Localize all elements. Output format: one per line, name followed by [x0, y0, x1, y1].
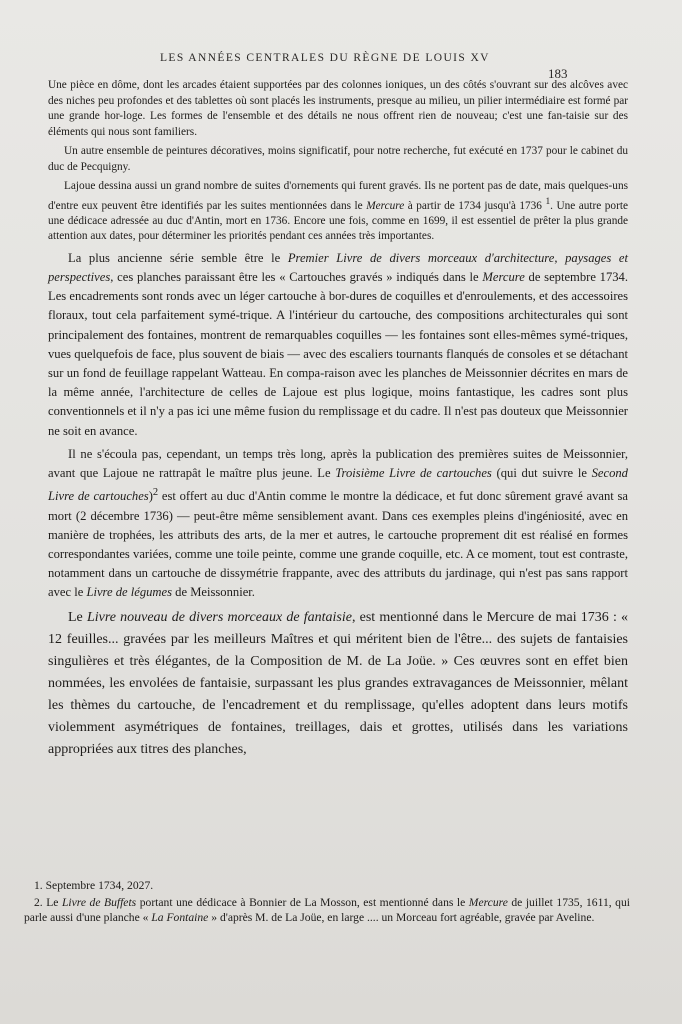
paragraph-5-text: de Meissonnier. [172, 585, 255, 600]
footnote-2-text: portant une dédicace à Bonnier de La Mosson, est mentionné dans le [136, 895, 469, 909]
italic-title: La Fontaine [151, 911, 209, 924]
italic-title: Livre de légumes [86, 585, 173, 600]
italic-title: Troisième Livre de cartouches [335, 466, 492, 480]
italic-title: Second Livre de cartouches [48, 466, 628, 504]
italic-title: Mercure [366, 199, 405, 212]
italic-title: Mercure [482, 269, 525, 284]
footnote-2 [24, 895, 630, 926]
paragraph-5-text: est offert au duc d'Antin comme le montre la dédicace, et fut donc sûrement gravé avant sa mort (2 décembre 1736) — peut-être même sensiblement avant. Dans ces exemples pleins d'ingéniosité, avec en manière de trophées, les attributs des arts, de la mer et autres, le cartouche proprement dit est réalisé en formes correspondantes variées, comme une toile peinte, comme une grande coquille, etc. A ce moment, tout est contraste, notamment dans un cartouche de dissymétrie frappante, avec des attributs du jardinage, qui n'est pas sans rapport avec le [48, 489, 628, 600]
footnote-2-text: de juillet 1735, 1611, qui parle aussi d'une planche « [24, 895, 630, 924]
paragraph-4-text: , ces planches paraissant être les « Cartouches gravés » indiqués dans le [110, 269, 483, 284]
paragraph-6 [48, 607, 628, 761]
footnote-2-text: » d'après M. de La Joüe, en large .... un Morceau fort agréable, gravée par Aveline. [208, 911, 595, 924]
paragraph-3-text: . Une autre porte une dédicace adressée au duc d'Antin, mort en 1736. Encore une fois, comme en 1699, il est essentiel de prêter la plus grande attention aux dates, pour déterminer les priorités pendant ces années très importantes. [48, 199, 628, 243]
paragraph-1 [48, 78, 628, 140]
footnotes [24, 878, 630, 927]
paragraph-3-text: à partir de 1734 jusqu'à 1736 [404, 199, 546, 212]
paragraph-6-text: Le [68, 609, 87, 625]
italic-title: Premier Livre de divers morceaux d'architecture, paysages et perspectives [48, 250, 628, 284]
paragraph-5-text: ) [148, 489, 153, 504]
running-title: LES ANNÉES CENTRALES DU RÈGNE DE LOUIS XV [160, 52, 490, 64]
italic-title: Mercure [468, 895, 508, 909]
paragraph-5-text: Il ne s'écoula pas, cependant, un temps très long, après la publication des premières suites de Meissonnier, avant que Lajoue ne rattrapât le maître plus jeune. Le [48, 446, 628, 480]
footnote-marker: 2 [152, 487, 159, 499]
italic-title: Livre nouveau de divers morceaux de fantaisie [86, 609, 352, 625]
paragraph-2 [48, 144, 628, 175]
paragraph-3 [48, 179, 628, 245]
footnote-2-text: 2. Le [34, 895, 62, 909]
footnote-1: 1. Septembre 1734, 2027. [34, 879, 154, 892]
paragraph-4-text: de septembre 1734. Les encadrements sont ronds avec un léger cartouche à bor-dures de coquilles et d'enroulements, et des accessoires floraux, tout cela parfaitement symé-trique. A l'intérieur du cartouche, des compositions architecturales qui sont principalement des fontaines, montrent de remarquables coquilles — les fontaines sont elles-mêmes symé-triques, vues quelquefois de face, plus souvent de biais — avec des escaliers tournants flanqués de consoles et se détachant sur un fond de feuillage rappelant Watteau. En compa-raison avec les planches de Meissonnier décrites en mars de la même année, l'architecture de celles de Lajoue est plus logique, moins fantastique, les cadres sont plus conventionnels et il n'y a pas ici une même fusion du remplissage et du cadre. Il n'est pas douteux que Meissonnier ne soit en avance. [48, 269, 628, 438]
page-number: 183 [548, 66, 568, 81]
italic-title: Livre de Buffets [61, 895, 137, 909]
paragraph-4 [48, 249, 628, 441]
paragraph-4-text: La plus ancienne série semble être le [68, 250, 288, 265]
main-text [48, 78, 628, 765]
paragraph-5 [48, 445, 628, 603]
footnote-marker: 1 [545, 196, 551, 207]
paragraph-2-text: Un autre ensemble de peintures décoratives, moins significatif, pour notre recherche, fut exécuté en 1737 pour le cabinet du duc de Pecquigny. [48, 145, 628, 173]
paragraph-5-text: (qui dut suivre le [491, 466, 592, 480]
paragraph-1-text: Une pièce en dôme, dont les arcades étaient supportées par des colonnes ioniques, un des côtés s'ouvrant sur des alcôves avec des niches peu profondes et des tablettes où sont placés les instruments, presque au milieu, un pilier intermédiaire est formé par une grande hor-loge. Les formes de l'ensemble et des détails ne nous offrent rien de nouveau; c'est une fan-taisie sur des éléments qui nous sont familiers. [48, 79, 628, 138]
paragraph-3-text: Lajoue dessina aussi un grand nombre de suites d'ornements qui furent gravés. Ils ne portent pas de date, mais quelques-uns d'entre eux peuvent être identifiés par les suites mentionnées dans le [48, 180, 628, 212]
page-header [0, 50, 682, 81]
paragraph-6-text: , est mentionné dans le Mercure de mai 1736 : « 12 feuilles... gravées par les meilleurs Maîtres et qui méritent bien de l'être... des sujets de fantaisies singulières et très élégantes, de la Composition de M. de La Joüe. » Ces œuvres sont en effet bien nommées, les envolées de fantaisie, surpassant les plus grandes extravagances de Meissonnier, mêlant les thèmes du cartouche, de l'encadrement et du remplissage, qu'elles adoptent dans leurs motifs violemment asymétriques de fontaines, treillages, dais et grottes, utilisés dans les variations appropriées aux titres des planches, [48, 609, 628, 757]
